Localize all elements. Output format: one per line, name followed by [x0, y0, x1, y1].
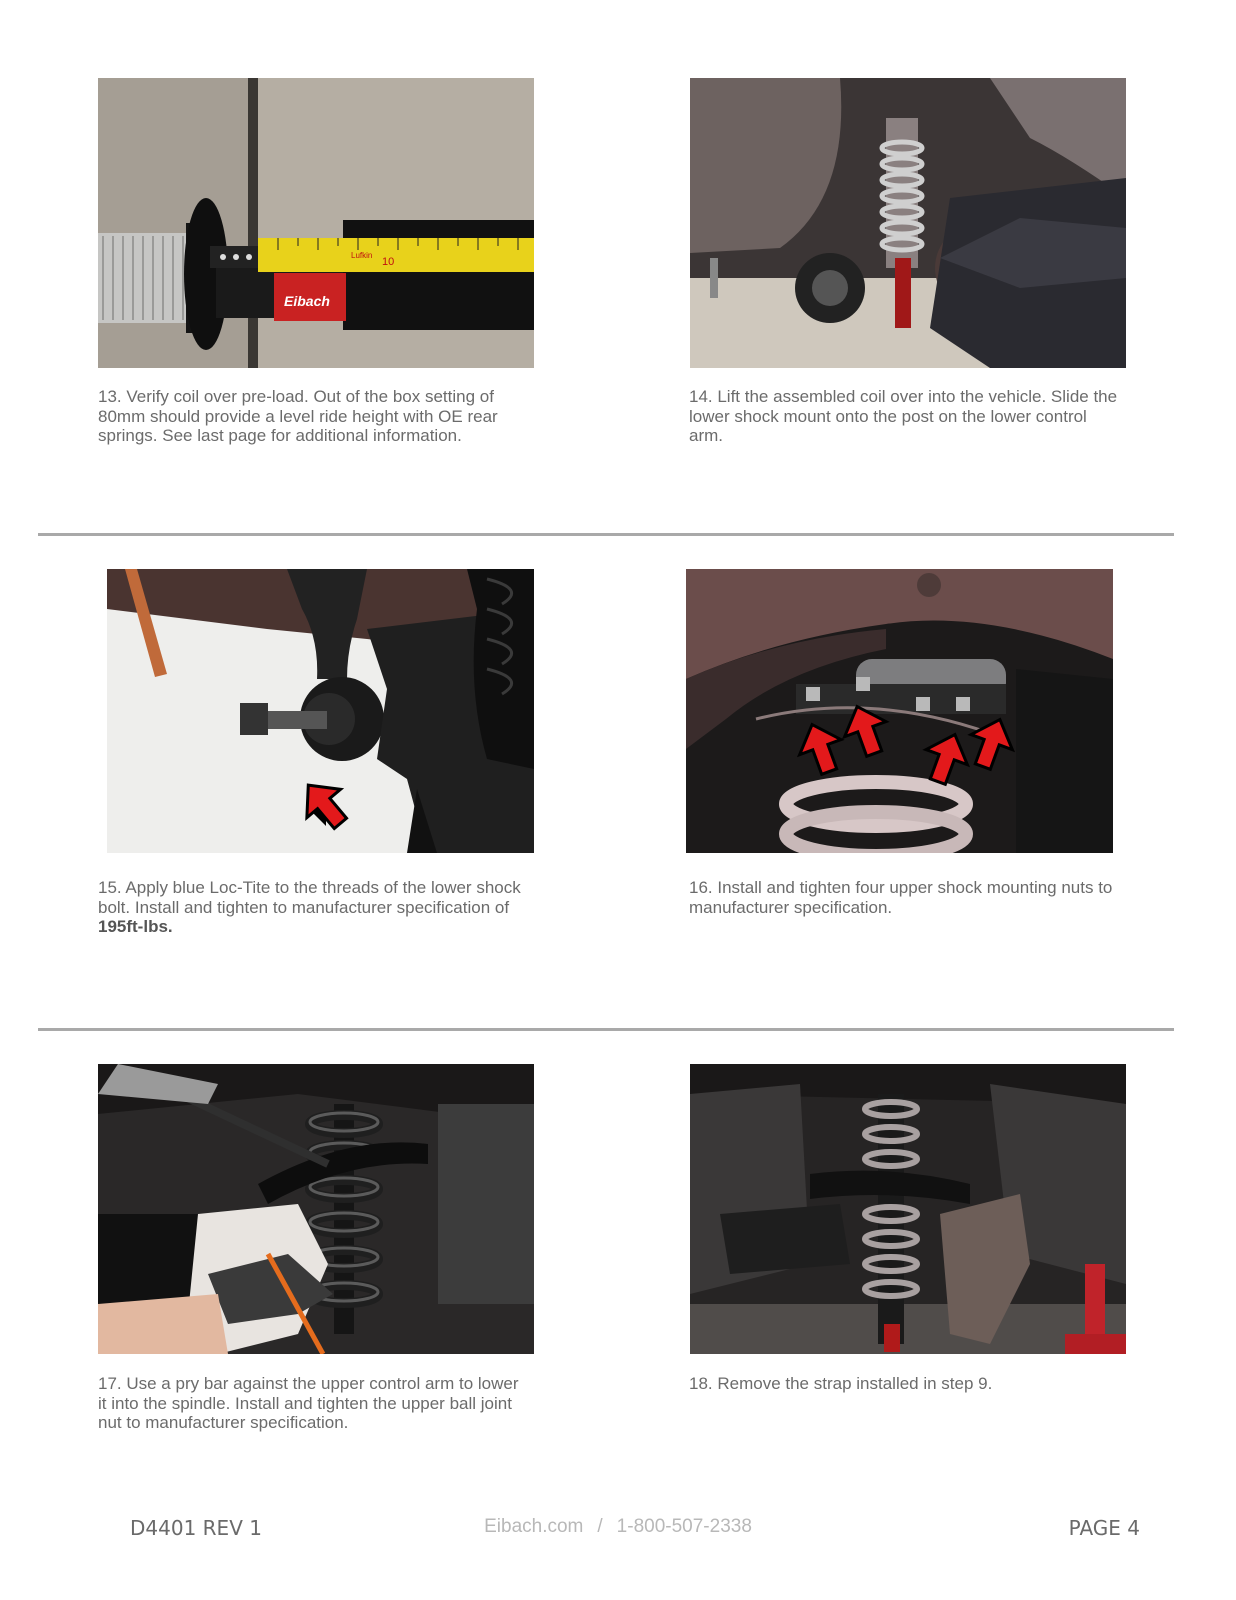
photo-step-17 [98, 1064, 534, 1354]
page-number: PAGE 4 [1068, 1516, 1140, 1540]
photo-step-16 [686, 569, 1113, 853]
torque-spec: 195ft-lbs. [98, 917, 173, 936]
step-18-caption: 18. Remove the strap installed in step 9. [689, 1374, 993, 1393]
photo-step-14 [690, 78, 1126, 368]
step-16-caption: 16. Install and tighten four upper shock mounting nuts to manufacturer specification. [689, 878, 1113, 917]
tape-brand: Lufkin [351, 251, 373, 260]
website-link[interactable]: Eibach.com [484, 1516, 584, 1537]
step-13-caption: 13. Verify coil over pre-load. Out of the box setting of 80mm should provide a level ride height with OE rear springs. See last page for additional information. [98, 387, 498, 445]
photo-step-15 [107, 569, 534, 853]
section-divider-1 [38, 533, 1174, 536]
brand-mark: Eibach [284, 293, 330, 309]
phone-number: 1-800-507-2338 [616, 1516, 752, 1537]
step-17-caption: 17. Use a pry bar against the upper control arm to lower it into the spindle. Install and tighten the upper ball joint nut to manufacturer specification. [98, 1374, 519, 1432]
document-id: D4401 REV 1 [130, 1516, 262, 1540]
step-15-text: 15. Apply blue Loc-Tite to the threads of the lower shock bolt. Install and tighten to manufacturer specification of [98, 878, 521, 917]
step-15-caption [98, 878, 528, 937]
step-14-caption: 14. Lift the assembled coil over into the vehicle. Slide the lower shock mount onto the post on the lower control arm. [689, 387, 1118, 445]
footer-separator: / [597, 1516, 603, 1537]
photo-step-13 [98, 78, 534, 368]
footer-contact [0, 1516, 1236, 1538]
tape-ten: 10 [382, 256, 395, 268]
photo-step-18 [690, 1064, 1126, 1354]
section-divider-2 [38, 1028, 1174, 1031]
